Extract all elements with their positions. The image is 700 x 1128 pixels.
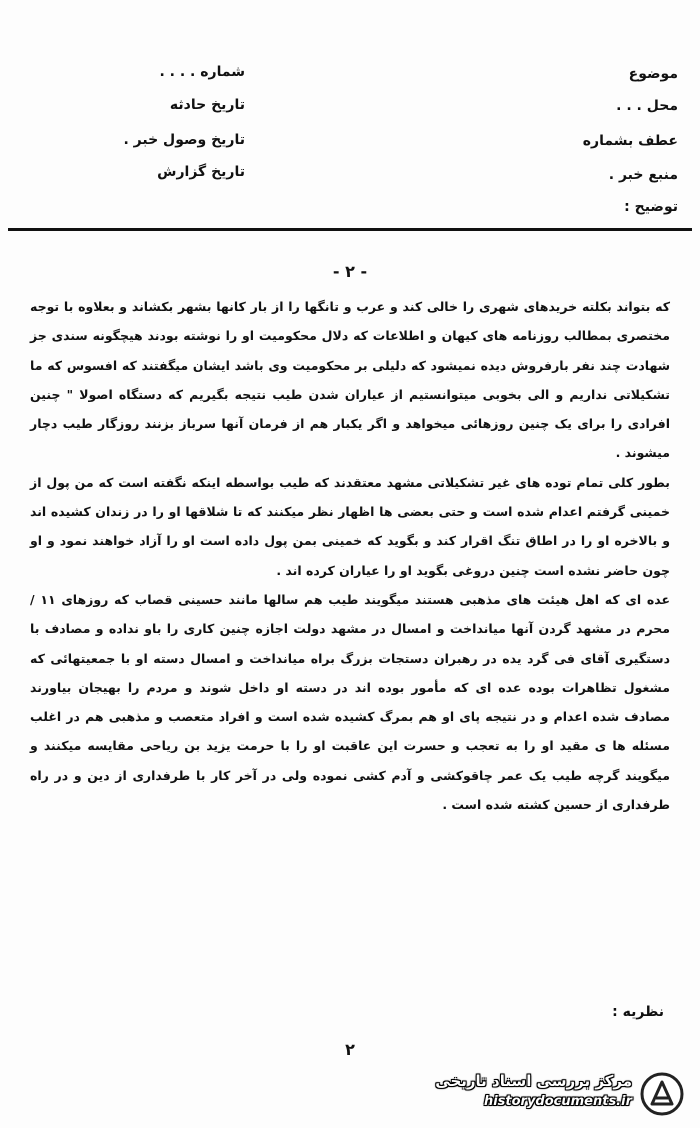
paragraph-2: بطور کلی تمام توده های غیر تشکیلاتی مشهد معتقدند که طیب بواسطه اینکه نگفته است که من پول از خمینی گرفتم اعدام شده است و حتی بعضی ها اظهار نظر میکنند که تا شلاقها او را در زندان کشیده اند و بالاخره او را در اطاق تنگ اقرار کند و بگوید که خمینی بمن پول داده است او را آزاد خواهند نمود و او چون حاضر نشده است چنین دروغی بگوید او را عیاران کرده اند . — [30, 474, 670, 578]
report-date-label: تاریخ گزارش — [157, 164, 245, 180]
note-label: توضیح : — [624, 199, 678, 215]
paragraph-1: که بتواند بکلته خریدهای شهری را خالی کند و عرب و تانگها را از بار کانها بشهر بکشاند و بعلاوه با توجه مختصری بمطالب روزنامه های کیهان و اطلاعات که دلال محکومیت او را نوشته بودند هیچگونه سندی جز شهادت چند نفر بارفروش دیده نمیشود که دلیلی بر محکومیت وی باشد ایشان میگفتند که افسوس که ما تشکیلاتی نداریم و الی بخوبی میتوانستیم از عیاران شدن طیب نتیجه بگیریم که دستگاه اصولا " چنین افرادی را برای یک چنین روزهائی میخواهد و اگر یکبار هم از فرمان آنها سرباز بزنند روزگار طیب دچار میشوند . — [30, 299, 670, 461]
page-number: - ۲ - — [332, 262, 368, 281]
source-number-label: عطف بشماره — [582, 133, 678, 149]
opinion-label: نظریه : — [612, 1004, 664, 1020]
report-body — [30, 292, 670, 819]
watermark-text — [435, 1070, 632, 1112]
number-label: شماره . . . . — [159, 64, 245, 80]
watermark-url: historydocuments.ir — [483, 1094, 632, 1109]
watermark — [392, 1066, 692, 1122]
paragraph-3: عده ای که اهل هیئت های مذهبی هستند میگویند طیب هم سالها مانند حسینی قصاب که روزهای ۱۱ / محرم در مشهد گردن آنها میانداخت و امسال در مشهد دولت اجازه چنین کاری را باو نداده و مصادف با دستگیری آقای فی گرد یده در رهبران دستجات بزرگ براه میانداخت و امسال دسته او با جمعیتهائی که مشغول تظاهرات بوده عده ای که مأمور بوده اند در دسته او داخل شوند و مردم را بهیجان بیاورند مصادف شده اعدام و در نتیجه پای او هم بمرگ کشیده شده است و افراد متعصب و مذهبی هم در اغلب مسئله ها ی مقید او را به تعجب و حسرت این عاقبت او را با حرمت یزید بن ریاحی مقایسه میکنند و میگویند گرچه طیب یک عمر چاقوکشی و آدم کشی نموده ولی در آخر کار با طرفداری از دین و در راه طرفداری از حسین کشته شده است . — [30, 591, 670, 813]
header-divider — [8, 228, 692, 231]
watermark-title: مرکز بررسی اسناد تاریخی — [435, 1072, 632, 1090]
receipt-date-label: تاریخ وصول خبر . — [123, 132, 245, 148]
place-label: محل . . . — [616, 98, 678, 114]
subject-label: موضوع — [628, 66, 678, 82]
informant-label: منبع خبر . — [608, 167, 678, 183]
archive-logo-icon — [638, 1070, 686, 1118]
footer-page-mark: ۲ — [345, 1040, 355, 1059]
event-date-label: تاریخ حادثه — [169, 97, 245, 113]
